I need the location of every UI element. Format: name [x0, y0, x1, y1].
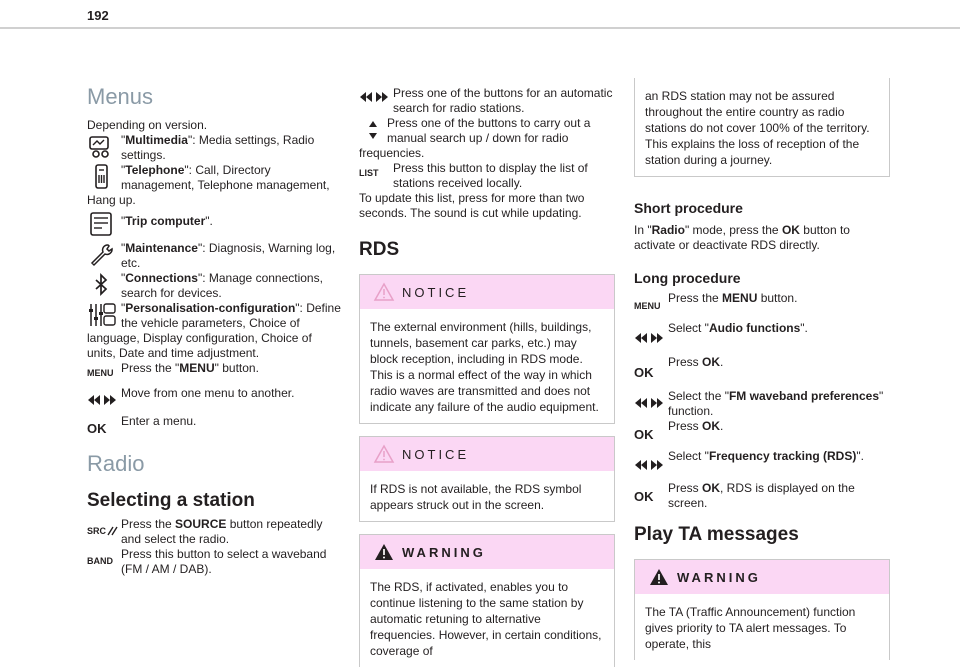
ok-key-icon: OK: [634, 488, 654, 504]
warning-label: WARNING: [677, 569, 761, 585]
ok-key-icon: OK: [87, 420, 107, 436]
arrows-left-right-icon: [87, 386, 121, 414]
arrows-up-down-icon: [359, 116, 387, 144]
telephone-icon: [87, 163, 121, 191]
menu-item-trip-computer: "Trip computer".: [87, 210, 342, 229]
long-step-7: OK Press OK, RDS is displayed on the screen.: [634, 481, 855, 510]
selecting-station-heading: Selecting a station: [87, 490, 255, 511]
band-key-icon: BAND: [87, 555, 113, 566]
notice-icon: [374, 445, 394, 463]
warning-text-continued: an RDS station may not be assured throughout the entire country as radio stations do not cover 100% of the territory. This explains the loss of reception of the station during a journey.: [645, 89, 870, 167]
update-text: To update this list, press for more than two seconds. The sound is cut while updating.: [359, 191, 585, 220]
manual-search-row: Press one of the buttons to carry out a manual search up / down for radio frequencies.: [359, 116, 591, 160]
list-row: LIST Press this button to display the list of stations received locally.: [359, 161, 588, 190]
menu-item-label: Trip computer: [125, 214, 206, 228]
warning-box-rds: [359, 534, 615, 667]
warning-box-rds-continued: [634, 78, 890, 177]
arrows-left-right-icon: [634, 449, 668, 481]
warning-box-ta: [634, 559, 890, 660]
warning-label: WARNING: [402, 544, 486, 560]
menu-item-personalisation: "Personalisation-configuration": Define the vehicle parameters, Choice of language, Display configuration, Choice of units, Date and time adjustment.: [87, 301, 341, 360]
rds-heading: RDS: [359, 239, 400, 260]
short-procedure-heading: Short procedure: [634, 200, 743, 216]
long-step-3: OK Press OK.: [634, 355, 890, 370]
menus-heading: Menus: [87, 84, 154, 109]
src-key-icon: SRC: [87, 517, 121, 545]
menu-item-multimedia: "Multimedia": Media settings, Radio settings.: [87, 133, 342, 163]
warning-text: The TA (Traffic Announcement) function gives priority to TA alert messages. To operate, this: [645, 605, 856, 651]
warning-text: The RDS, if activated, enables you to continue listening to the same station by automatic retuning to alternative frequencies. However, in certain conditions, coverage of: [370, 580, 602, 658]
page-number: 192: [87, 8, 109, 23]
top-rule: [0, 27, 960, 29]
arrows-left-right-icon: [359, 86, 393, 106]
menu-key-icon: MENU: [634, 300, 661, 311]
ok-key-icon: OK: [634, 364, 654, 380]
ok-key-icon: OK: [634, 426, 654, 442]
menu-item-maintenance: "Maintenance": Diagnosis, Warning log, etc.: [87, 241, 342, 271]
personalisation-icon: [87, 301, 121, 329]
band-row: BAND Press this button to select a waveband (FM / AM / DAB).: [87, 547, 327, 576]
list-key-icon: LIST: [359, 167, 379, 178]
menu-press-row: MENU Press the "MENU" button.: [87, 361, 342, 376]
short-procedure-text: In "Radio" mode, press the OK button to activate or deactivate RDS directly.: [634, 223, 850, 252]
radio-heading: Radio: [87, 451, 145, 476]
notice-label: NOTICE: [402, 446, 470, 462]
play-ta-heading: Play TA messages: [634, 524, 799, 545]
notice-label: NOTICE: [402, 284, 470, 300]
arrows-left-right-icon: [634, 389, 668, 417]
notice-icon: [374, 283, 394, 301]
menu-item-label: Connections: [125, 271, 198, 285]
menu-item-label: Maintenance: [125, 241, 198, 255]
auto-search-row: Press one of the buttons for an automatic search for radio stations.: [359, 86, 615, 116]
bluetooth-icon: [87, 271, 121, 299]
notice-box-2: [359, 436, 615, 522]
notice-box-1: [359, 274, 615, 424]
menu-item-label: Multimedia: [125, 133, 188, 147]
long-step-5: OK Press OK.: [634, 419, 890, 434]
move-menu-row: Move from one menu to another.: [87, 386, 342, 401]
menu-key-icon: MENU: [87, 367, 114, 378]
menu-item-label: Personalisation-configuration: [125, 301, 296, 315]
trip-computer-icon: [87, 210, 121, 238]
long-step-6: Select "Frequency tracking (RDS)".: [634, 449, 890, 464]
long-step-2: Select "Audio functions".: [634, 321, 890, 336]
multimedia-icon: [87, 133, 121, 161]
menu-item-label: Telephone: [125, 163, 185, 177]
column-1: [87, 80, 342, 577]
long-step-4: Select the "FM waveband preferences" function.: [634, 389, 890, 419]
menu-item-connections: "Connections": Manage connections, search for devices.: [87, 271, 342, 301]
menu-item-telephone: "Telephone": Call, Directory management, Telephone management, Hang up.: [87, 163, 330, 207]
menus-intro: Depending on version.: [87, 118, 208, 132]
wrench-icon: [87, 241, 121, 269]
column-3: [634, 86, 890, 660]
notice-text: The external environment (hills, buildings, tunnels, basement car parks, etc.) may block reception, including in RDS mode. This is a normal effect of the way in which radio waves are transmitted and does not indicate any failure of the audio equipment.: [370, 320, 599, 414]
warning-icon: [374, 543, 394, 561]
enter-menu-row: OK Enter a menu.: [87, 414, 342, 429]
source-row: SRC Press the SOURCE button repeatedly and select the radio.: [87, 517, 323, 546]
arrows-left-right-icon: [634, 321, 668, 355]
column-2: [359, 86, 615, 667]
notice-text: If RDS is not available, the RDS symbol appears struck out in the screen.: [370, 482, 582, 512]
warning-icon: [649, 568, 669, 586]
long-step-1: MENU Press the MENU button.: [634, 291, 890, 306]
long-procedure-heading: Long procedure: [634, 270, 741, 286]
